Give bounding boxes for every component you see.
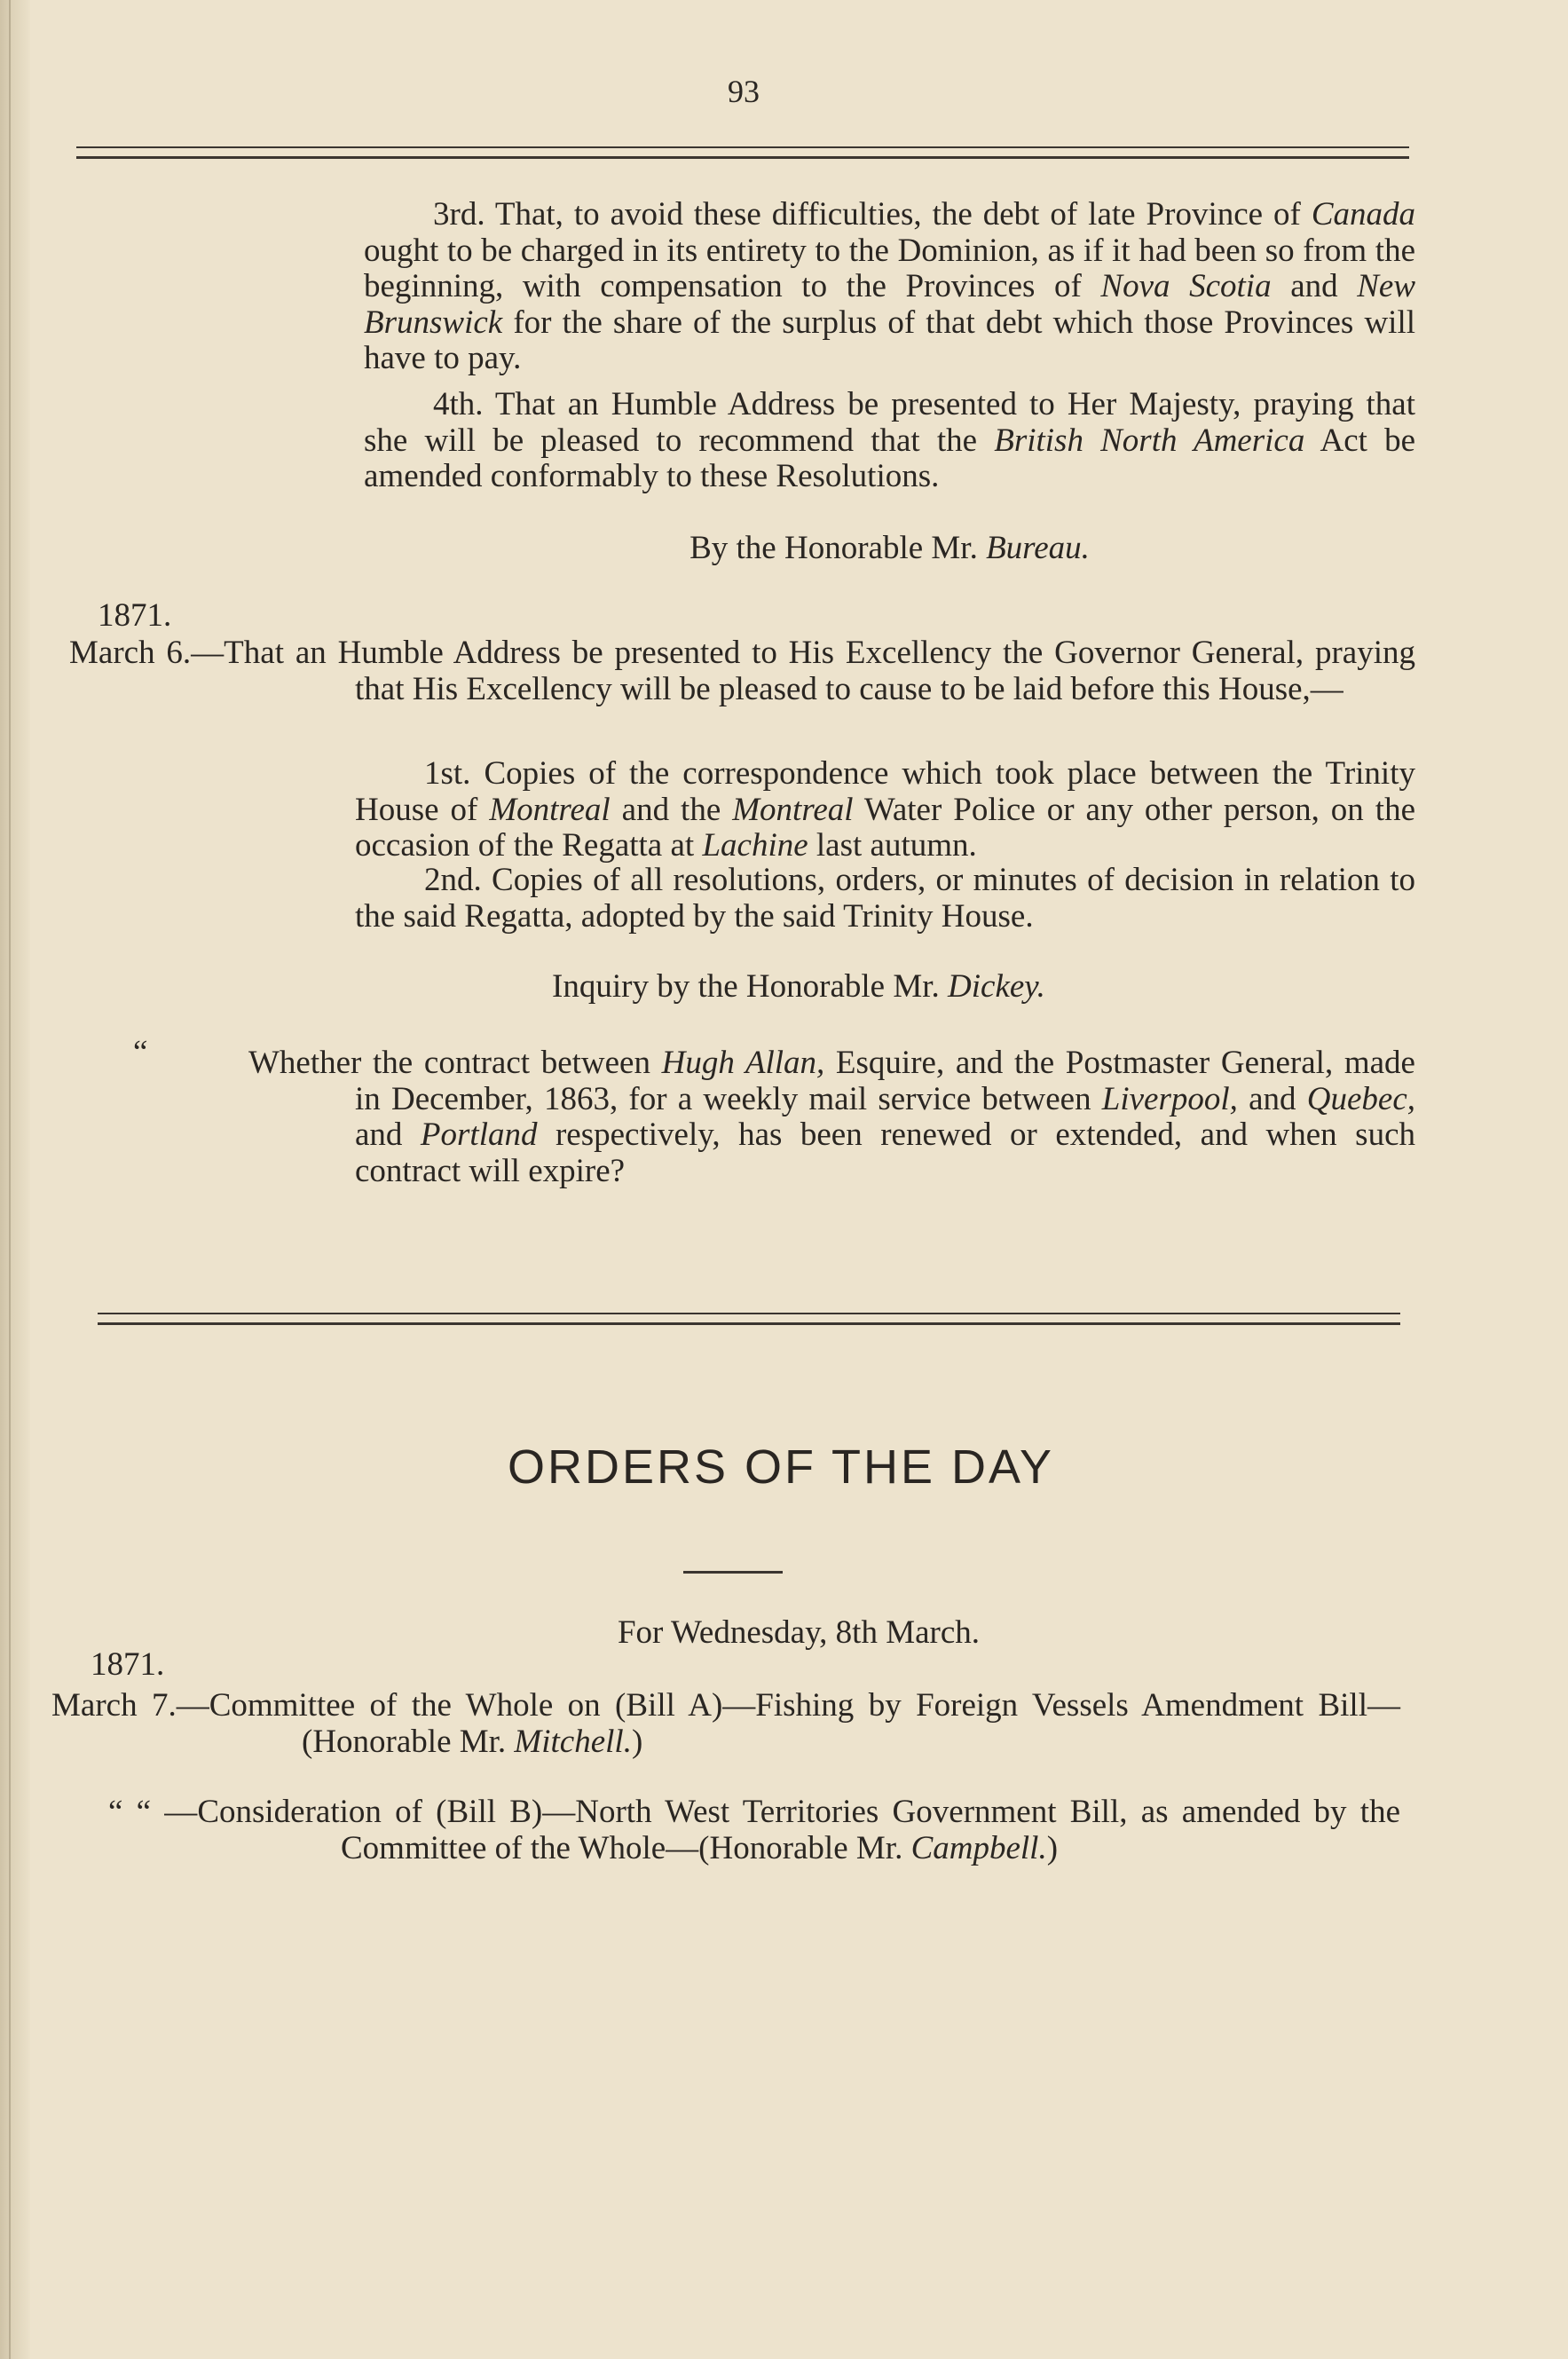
conjunction: and (1237, 1080, 1307, 1117)
act-british-north-america: British North America (994, 422, 1305, 459)
address-text: That an Humble Address be presented to His Excellency the Governor General, praying that His Excellency will be pleased to cause to be laid before this House,— (224, 635, 1415, 707)
order-item-first-text: Committee of the Whole on (Bill A)—Fishing by Foreign Vessels Amendment Bill—(Honorable Mr. (209, 1687, 1400, 1760)
ditto-mark: “ (133, 1034, 148, 1070)
order-item-second (108, 1795, 1400, 1866)
orders-subheading: For Wednesday, 8th March. (617, 1614, 981, 1651)
place-quebec: Quebec, (1306, 1080, 1415, 1117)
place-montreal-second: Montreal (732, 791, 854, 828)
section-rule-lower (98, 1322, 1400, 1325)
place-canada: Canada (1311, 196, 1415, 233)
item-first-mid-second: Water Police or any other person, on the occasion of the Regatta at (355, 791, 1415, 864)
resolution-fourth-text-tail: Act be amended conformably to these Resolutions. (364, 422, 1415, 494)
margin-year-1871-orders: 1871. (91, 1646, 165, 1683)
order-item-second-text: Consideration of (Bill B)—North West Territories Government Bill, as amended by the Committee of the Whole—(Honorable Mr. (197, 1794, 1400, 1866)
place-nova-scotia: Nova Scotia (1100, 268, 1272, 304)
margin-year-1871: 1871. (98, 597, 172, 634)
place-liverpool: Liverpool, (1101, 1080, 1238, 1117)
conjunction: and (355, 1116, 421, 1153)
resolution-fourth-text: 4th. That an Humble Address be presented to Her Majesty, praying that she will be pleased to recommend that the (364, 386, 1415, 459)
inquiry-dickey (248, 1045, 1415, 1189)
address-item-first (355, 756, 1415, 864)
closing-paren: ) (1046, 1829, 1059, 1866)
item-first-text: 1st. Copies of the correspondence which took place between the Trinity House of (355, 755, 1415, 828)
item-first-mid: and the (610, 791, 733, 828)
item-first-tail: last autumn. (808, 827, 977, 864)
person-hugh-allan: Hugh Allan, (661, 1045, 825, 1081)
place-lachine: Lachine (702, 827, 808, 864)
page-binding-edge (0, 0, 30, 2359)
resolution-fourth (364, 387, 1415, 495)
margin-date-march-6: March 6.— (69, 635, 225, 671)
inquiry-text-tail: respectively, has been renewed or extended, and when such contract will expire? (355, 1116, 1415, 1189)
byline-text: By the Honorable Mr. (689, 530, 987, 566)
resolution-third-text: 3rd. That, to avoid these difficulties, the debt of late Province of (433, 196, 1312, 233)
resolution-third (364, 197, 1415, 377)
top-rule-lower (76, 156, 1409, 159)
member-name-campbell: Campbell. (910, 1829, 1047, 1866)
inquiry-text: Whether the contract between (248, 1045, 662, 1081)
place-new-brunswick: New Brunswick (364, 268, 1415, 341)
top-rule-upper (76, 146, 1409, 148)
order-item-first (51, 1688, 1400, 1760)
ditto-marks: “ “ — (108, 1794, 198, 1830)
page-number: 93 (728, 74, 760, 109)
byline-bureau (364, 529, 1415, 567)
resolution-third-text-mid: ought to be charged in its entirety to the Dominion, as if it had been so from the beginning, with compensation to the Provinces of (364, 232, 1415, 304)
byline-text: Inquiry by the Honorable Mr. (552, 968, 949, 1005)
inquiry-text-mid: Esquire, and the Postmaster General, made in December, 1863, for a weekly mail service between (355, 1045, 1415, 1117)
member-name-dickey: Dickey. (948, 968, 1045, 1005)
address-bureau (69, 635, 1415, 707)
orders-heading: ORDERS OF THE DAY (507, 1440, 1055, 1494)
binding-line (9, 0, 11, 2359)
heading-underline (683, 1571, 783, 1574)
member-name-bureau: Bureau. (986, 530, 1090, 566)
margin-date-march-7: March 7.— (51, 1687, 209, 1724)
member-name-mitchell: Mitchell. (514, 1723, 632, 1760)
conjunction: and (1271, 268, 1358, 304)
byline-dickey (355, 967, 1242, 1006)
place-montreal: Montreal (489, 791, 611, 828)
resolution-third-text-tail: for the share of the surplus of that debt which those Provinces will have to pay. (364, 304, 1415, 376)
place-portland: Portland (420, 1116, 538, 1153)
address-item-second: 2nd. Copies of all resolutions, orders, or minutes of decision in relation to the said Regatta, adopted by the said Trinity House. (355, 862, 1415, 935)
closing-paren: ) (631, 1723, 643, 1760)
section-rule-upper (98, 1313, 1400, 1314)
